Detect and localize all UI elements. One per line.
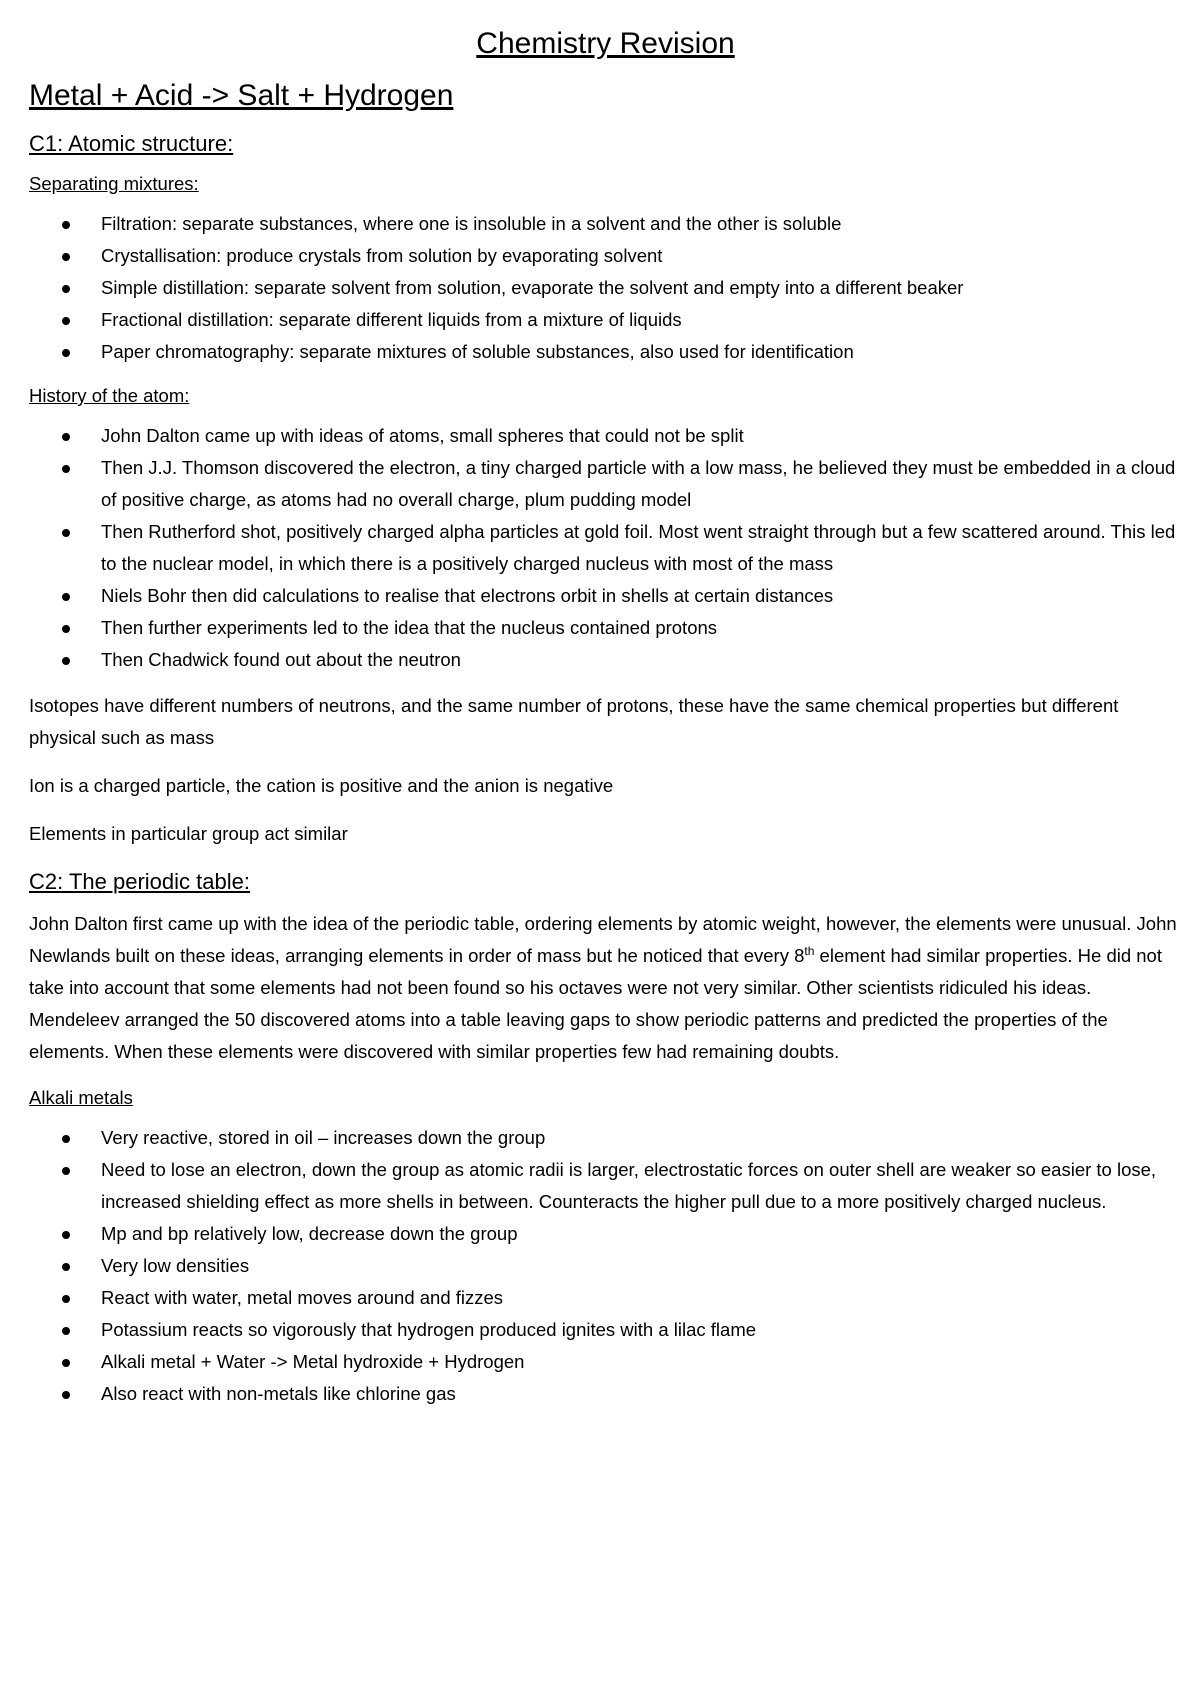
- list-item: Also react with non-metals like chlorine gas: [101, 1378, 1182, 1410]
- list-item: Very low densities: [101, 1250, 1182, 1282]
- periodic-table-paragraph: [29, 908, 1182, 1068]
- list-item: John Dalton came up with ideas of atoms, small spheres that could not be split: [101, 420, 1182, 452]
- alkali-metals-list: [29, 1122, 1182, 1410]
- list-item: Very reactive, stored in oil – increases down the group: [101, 1122, 1182, 1154]
- list-item: Niels Bohr then did calculations to realise that electrons orbit in shells at certain distances: [101, 580, 1182, 612]
- ion-paragraph: Ion is a charged particle, the cation is positive and the anion is negative: [29, 775, 614, 796]
- page-title: Chemistry Revision: [476, 27, 735, 60]
- c2-heading: C2: The periodic table:: [29, 869, 250, 894]
- paragraph-text-part1: John Dalton first came up with the idea of the periodic table, ordering elements by atomic weight, however, the elements were unusual. John Newlands built on these ideas, arranging elements in order of mass but he noticed that every 8: [29, 913, 1177, 966]
- list-item: Alkali metal + Water -> Metal hydroxide + Hydrogen: [101, 1346, 1182, 1378]
- ordinal-suffix: th: [804, 943, 815, 958]
- list-item: Simple distillation: separate solvent from solution, evaporate the solvent and empty into a different beaker: [101, 272, 1182, 304]
- paragraph-text-part2: element had similar properties. He did not take into account that some elements had not been found so his octaves were not very similar. Other scientists ridiculed his ideas. Mendeleev arranged the 50 discovered atoms into a table leaving gaps to show periodic patterns and predicted the properties of the elements. When these elements were discovered with similar properties few had remaining doubts.: [29, 945, 1162, 1062]
- isotopes-paragraph: Isotopes have different numbers of neutrons, and the same number of protons, these have the same chemical properties but different physical such as mass: [29, 695, 1119, 748]
- separating-mixtures-list: [29, 208, 1182, 368]
- list-item: Then Rutherford shot, positively charged alpha particles at gold foil. Most went straight through but a few scattered around. This led to the nuclear model, in which there is a positively charged nucleus with most of the mass: [101, 516, 1182, 580]
- list-item: Paper chromatography: separate mixtures of soluble substances, also used for identification: [101, 336, 1182, 368]
- history-of-atom-heading: History of the atom:: [29, 385, 190, 406]
- list-item: Then further experiments led to the idea that the nucleus contained protons: [101, 612, 1182, 644]
- separating-mixtures-heading: Separating mixtures:: [29, 173, 199, 194]
- formula-heading: Metal + Acid -> Salt + Hydrogen: [29, 79, 454, 112]
- list-item: Then J.J. Thomson discovered the electron, a tiny charged particle with a low mass, he believed they must be embedded in a cloud of positive charge, as atoms had no overall charge, plum pudding model: [101, 452, 1182, 516]
- history-of-atom-list: [29, 420, 1182, 676]
- list-item: Crystallisation: produce crystals from solution by evaporating solvent: [101, 240, 1182, 272]
- c1-heading: C1: Atomic structure:: [29, 131, 234, 156]
- list-item: Mp and bp relatively low, decrease down the group: [101, 1218, 1182, 1250]
- list-item: Need to lose an electron, down the group as atomic radii is larger, electrostatic forces on outer shell are weaker so easier to lose, increased shielding effect as more shells in between. Counteracts the higher pull due to a more positively charged nucleus.: [101, 1154, 1182, 1218]
- list-item: React with water, metal moves around and fizzes: [101, 1282, 1182, 1314]
- alkali-metals-heading: Alkali metals: [29, 1087, 133, 1108]
- list-item: Then Chadwick found out about the neutron: [101, 644, 1182, 676]
- list-item: Fractional distillation: separate different liquids from a mixture of liquids: [101, 304, 1182, 336]
- elements-paragraph: Elements in particular group act similar: [29, 823, 348, 844]
- list-item: Potassium reacts so vigorously that hydrogen produced ignites with a lilac flame: [101, 1314, 1182, 1346]
- list-item: Filtration: separate substances, where one is insoluble in a solvent and the other is soluble: [101, 208, 1182, 240]
